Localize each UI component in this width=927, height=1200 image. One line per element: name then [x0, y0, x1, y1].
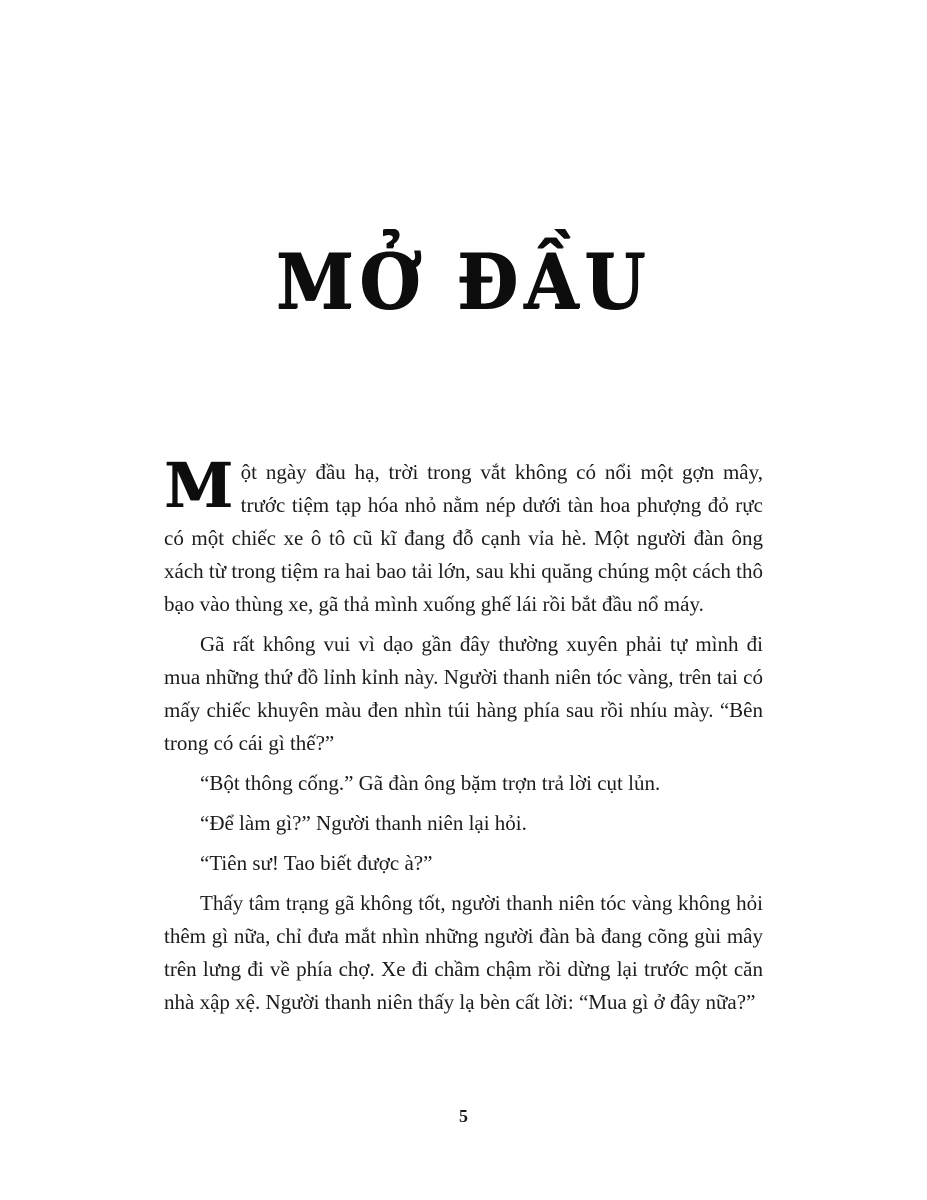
paragraph-opening: [164, 449, 763, 621]
paragraph: Gã rất không vui vì dạo gần đây thường xuyên phải tự mình đi mua những thứ đồ lỉnh kỉnh này. Người thanh niên tóc vàng, trên tai có mấy chiếc khuyên màu đen nhìn túi hàng phía sau rồi nhíu mày. “Bên trong có cái gì thế?”: [164, 632, 763, 755]
paragraph: “Để làm gì?” Người thanh niên lại hỏi.: [200, 811, 527, 835]
paragraph: Thấy tâm trạng gã không tốt, người thanh niên tóc vàng không hỏi thêm gì nữa, chỉ đưa mắt nhìn những người đàn bà đang cõng gùi mây trên lưng đi về phía chợ. Xe đi chầm chậm rồi dừng lại trước một căn nhà xập xệ. Người thanh niên thấy lạ bèn cất lời: “Mua gì ở đây nữa?”: [164, 891, 763, 1014]
page-number: 5: [459, 1106, 468, 1126]
chapter-title: MỞ ĐẦU: [275, 236, 652, 327]
paragraph: “Bột thông cống.” Gã đàn ông bặm trợn trả lời cụt lủn.: [200, 771, 661, 795]
body-text: [164, 449, 763, 1019]
paragraph: “Tiên sư! Tao biết được à?”: [200, 851, 433, 875]
dropcap-letter: M: [164, 449, 233, 522]
paragraph-opening-text: ột ngày đầu hạ, trời trong vắt không có nổi một gợn mây, trước tiệm tạp hóa nhỏ nằm nép dưới tàn hoa phượng đỏ rực có một chiếc xe ô tô cũ kĩ đang đỗ cạnh vỉa hè. Một người đàn ông xách từ trong tiệm ra hai bao tải lớn, sau khi quăng chúng một cách thô bạo vào thùng xe, gã thả mình xuống ghế lái rồi bắt đầu nổ máy.: [164, 460, 763, 616]
